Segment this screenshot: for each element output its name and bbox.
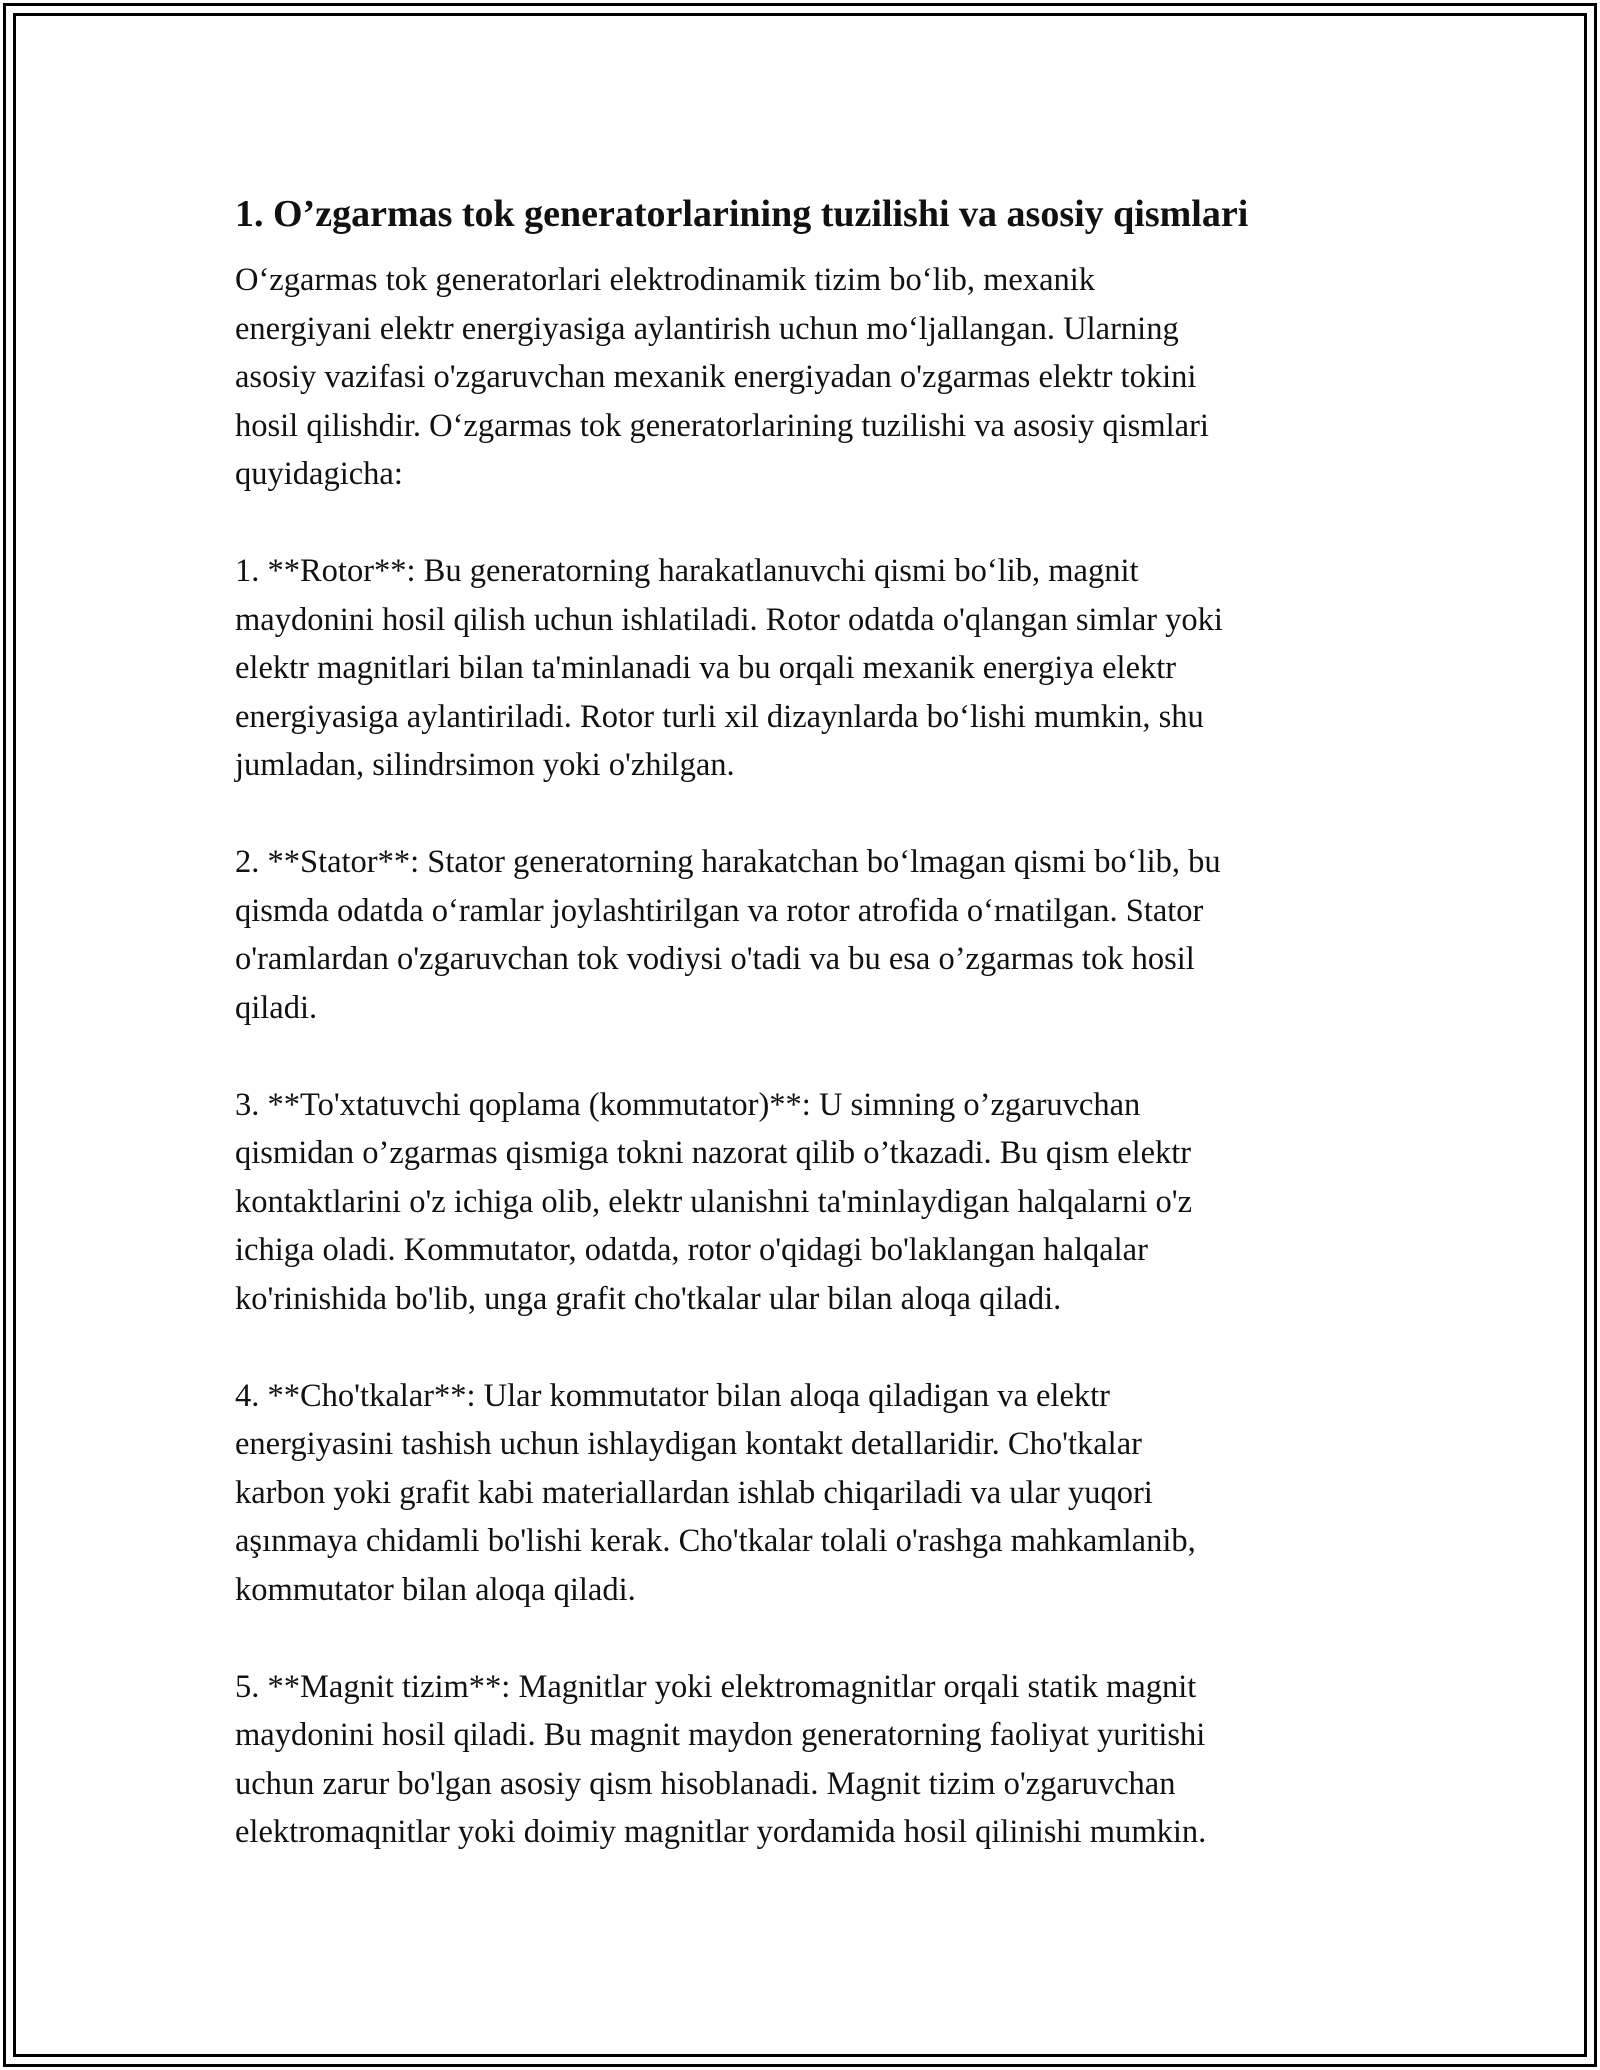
intro-paragraph: O‘zgarmas tok generatorlari elektrodinamik tizim bo‘lib, mexanik energiyani elektr energiyasiga aylantirish uchun mo‘ljallangan. Ularning asosiy vazifasi o'zgaruvchan mexanik energiyadan o'zgarmas elektr tokini hosil qilishdir. O‘zgarmas tok generatorlarining tuzilishi va asosiy qismlari quyidagicha: bbox=[235, 262, 1209, 492]
rotor-paragraph: 1. **Rotor**: Bu generatorning harakatlanuvchi qismi bo‘lib, magnit maydonini hosil qilish uchun ishlatiladi. Rotor odatda o'qlangan simlar yoki elektr magnitlari bilan ta'minlanadi va bu orqali mexanik energiya elektr energiyasiga aylantiriladi. Rotor turli xil dizaynlarda bo‘lishi mumkin, shu jumladan, silindrsimon yoki o'zhilgan. bbox=[235, 553, 1223, 783]
stator-paragraph: 2. **Stator**: Stator generatorning harakatchan bo‘lmagan qismi bo‘lib, bu qismda odatda o‘ramlar joylashtirilgan va rotor atrofida o‘rnatilgan. Stator o'ramlardan o'zgaruvchan tok vodiysi o'tadi va bu esa o’zgarmas tok hosil qiladi. bbox=[235, 844, 1221, 1026]
brushes-paragraph: 4. **Cho'tkalar**: Ular kommutator bilan aloqa qiladigan va elektr energiyasini tashish uchun ishlaydigan kontakt detallaridir. Cho'tkalar karbon yoki grafit kabi materiallardan ishlab chiqariladi va ular yuqori aşınmaya chidamli bo'lishi kerak. Cho'tkalar tolali o'rashga mahkamlanib, kommutator bilan aloqa qiladi. bbox=[235, 1377, 1196, 1608]
document-title: 1. O’zgarmas tok generatorlarining tuzilishi va asosiy qismlari bbox=[235, 193, 1249, 235]
magnet-system-paragraph: 5. **Magnit tizim**: Magnitlar yoki elektromagnitlar orqali statik magnit maydonini hosil qiladi. Bu magnit maydon generatorning faoliyat yuritishi uchun zarur bo'lgan asosiy qism hisoblanadi. Magnit tizim o'zgaruvchan elektromaqnitlar yoki doimiy magnitlar yordamida hosil qilinishi mumkin. bbox=[235, 1668, 1207, 1850]
commutator-paragraph: 3. **To'xtatuvchi qoplama (kommutator)**: U simning o’zgaruvchan qismidan o’zgarmas qismiga tokni nazorat qilib o’tkazadi. Bu qism elektr kontaktlarini o'z ichiga olib, elektr ulanishni ta'minlaydigan halqalarni o'z ichiga oladi. Kommutator, odatda, rotor o'qidagi bo'laklangan halqalar ko'rinishida bo'lib, unga grafit cho'tkalar ular bilan aloqa qiladi. bbox=[235, 1086, 1193, 1317]
document-body bbox=[235, 186, 1365, 1857]
